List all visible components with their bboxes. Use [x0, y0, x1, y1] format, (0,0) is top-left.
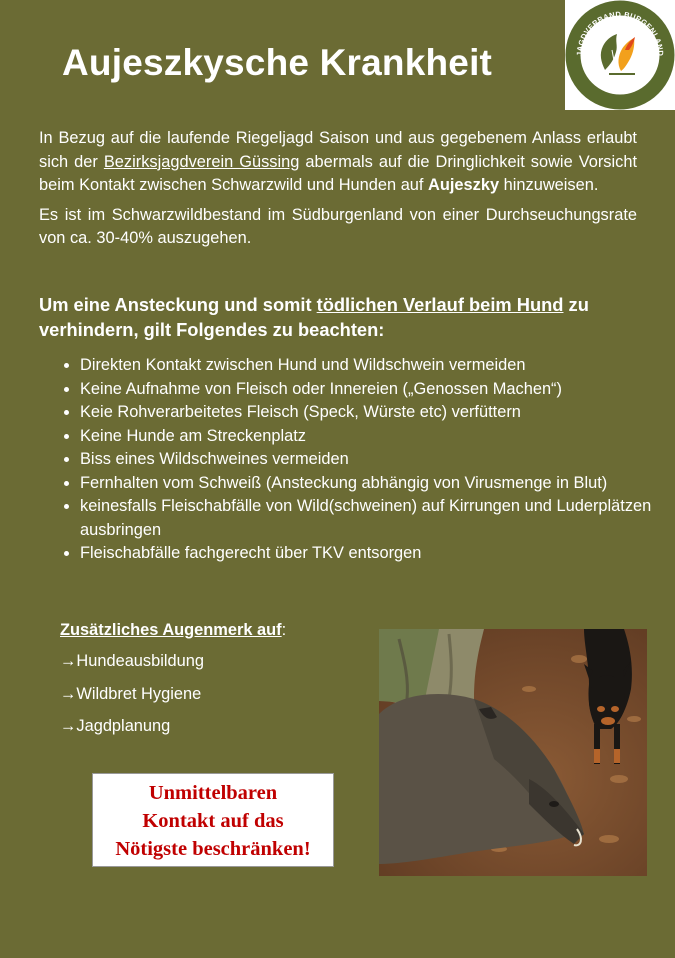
extra-item: →Wildbret Hygiene	[60, 684, 202, 703]
logo-emblem	[565, 0, 675, 110]
list-item: • Fleischabfälle fachgerecht über TKV entsorgen	[80, 542, 660, 566]
extra-heading: Zusätzliches Augenmerk auf:	[60, 621, 287, 639]
intro-paragraph-2: Es ist im Schwarzwildbestand im Südburgenland von einer Durchseuchungsrate von ca. 30-40% auszugehen.	[39, 205, 637, 247]
warning-line-2: Kontakt auf das	[142, 810, 284, 832]
list-item: • Direkten Kontakt zwischen Hund und Wildschwein vermeiden	[80, 354, 660, 378]
list-item: • Keie Rohverarbeitetes Fleisch (Speck, Würste etc) verfüttern	[80, 401, 660, 425]
bezirksjagdverein-link: Bezirksjagdverein Güssing	[103, 152, 300, 171]
jagdverband-logo	[565, 0, 675, 110]
warning-line-3: Nötigste beschränken!	[115, 838, 311, 860]
logo-ring-top-text: JAGDVERBAND BURGENLAND	[574, 9, 666, 57]
warning-line-1: Unmittelbaren	[148, 782, 278, 804]
rules-heading: Um eine Ansteckung und somit tödlichen Verlauf beim Hund zu verhindern, gilt Folgendes zu beachten:	[39, 294, 589, 340]
page-title: Aujeszkysche Krankheit	[62, 42, 493, 83]
warning-box	[92, 773, 334, 867]
list-item: • keinesfalls Fleischabfälle von Wild(schweinen) auf Kirrungen und Luderplätzen ausbringen	[80, 495, 660, 542]
boar-dog-image-icon	[379, 629, 647, 876]
extra-item: →Hundeausbildung	[60, 652, 204, 670]
extra-item: →Jagdplanung	[60, 717, 171, 735]
logo-ring-bottom-text: NACHHALTIGE JAGD	[586, 68, 654, 92]
list-item: • Fernhalten vom Schweiß (Ansteckung abhängig von Virusmenge in Blut)	[80, 472, 660, 496]
list-item: • Keine Aufnahme von Fleisch oder Innereien („Genossen Machen“)	[80, 378, 660, 402]
heading-underlined: tödlichen Verlauf beim Hund	[316, 294, 564, 315]
rules-list	[58, 354, 660, 566]
intro-text	[39, 127, 637, 257]
extra-list	[60, 652, 204, 750]
list-item: • Biss eines Wildschweines vermeiden	[80, 448, 660, 472]
intro-paragraph-1: In Bezug auf die laufende Riegeljagd Saison und aus gegebenem Anlass erlaubt sich der Bezirksjagdverein Güssing abermals auf die Dringlichkeit sowie Vorsicht beim Kontakt zwischen Schwarzwild und Hunden auf Aujeszky hinzuweisen.	[39, 129, 638, 194]
list-item: • Keine Hunde am Streckenplatz	[80, 425, 660, 449]
boar-and-dog-photo	[379, 629, 647, 876]
